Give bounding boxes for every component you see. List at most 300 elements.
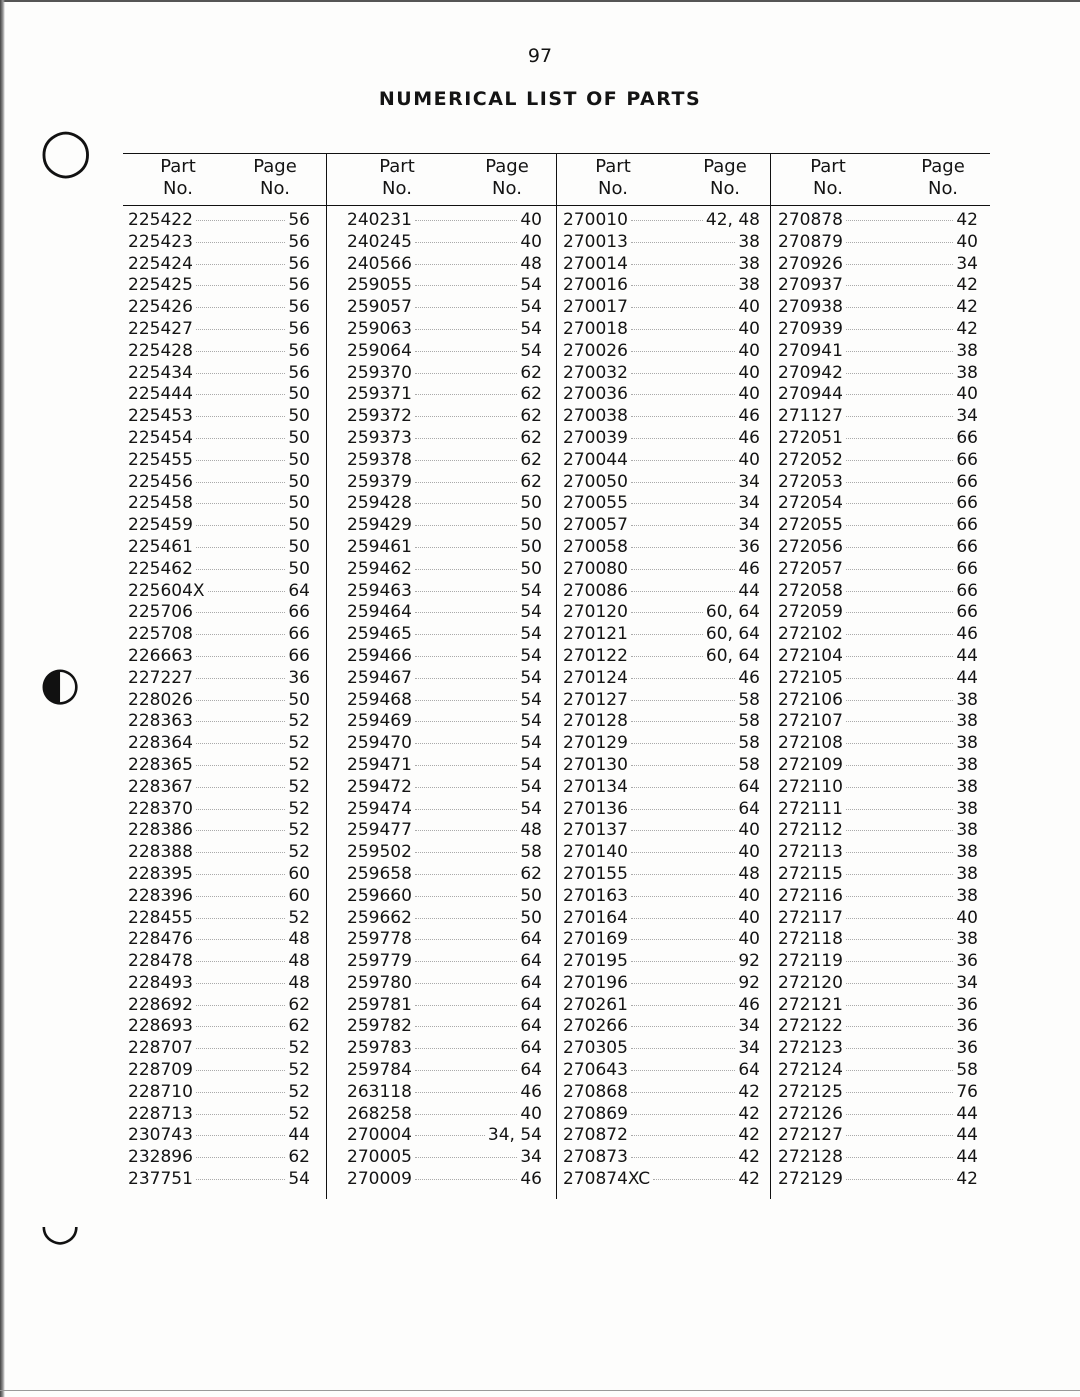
- part-number: 263118: [347, 1081, 412, 1102]
- part-number: 259780: [347, 972, 412, 993]
- part-row: [128, 624, 310, 646]
- part-row: [128, 1147, 310, 1169]
- part-number: 270039: [563, 427, 628, 448]
- parts-rows: [347, 206, 542, 1191]
- dot-leader: [846, 896, 953, 897]
- dot-leader: [631, 743, 735, 744]
- dot-leader: [415, 591, 517, 592]
- part-number: 272054: [778, 493, 843, 514]
- part-number: 259783: [347, 1038, 412, 1059]
- dot-leader: [196, 1157, 285, 1158]
- part-number: 228455: [128, 907, 193, 928]
- part-row: [347, 842, 542, 864]
- dot-leader: [631, 1026, 735, 1027]
- part-number: 272107: [778, 711, 843, 732]
- page-reference: 62: [288, 1147, 310, 1168]
- part-number: 270080: [563, 558, 628, 579]
- part-number: 270163: [563, 885, 628, 906]
- dot-leader: [415, 765, 517, 766]
- page-reference: 54: [520, 798, 542, 819]
- part-number: 270938: [778, 297, 843, 318]
- part-row: [778, 624, 978, 646]
- dot-leader: [415, 809, 517, 810]
- part-number: 270120: [563, 602, 628, 623]
- dot-leader: [196, 612, 285, 613]
- part-number: 270014: [563, 253, 628, 274]
- page-reference: 52: [288, 820, 310, 841]
- part-number: 270017: [563, 297, 628, 318]
- part-number: 259464: [347, 602, 412, 623]
- dot-leader: [846, 242, 953, 243]
- page-reference: 56: [288, 362, 310, 383]
- part-number: 225604X: [128, 580, 205, 601]
- dot-leader: [631, 547, 735, 548]
- part-row: [563, 428, 760, 450]
- dot-leader: [631, 612, 703, 613]
- part-number: 270643: [563, 1060, 628, 1081]
- binder-hole-bottom-icon: ◡: [40, 1196, 81, 1250]
- part-row: [563, 254, 760, 276]
- page-reference: 66: [956, 558, 978, 579]
- part-number: 228396: [128, 885, 193, 906]
- binder-hole-middle-icon: ◐: [40, 656, 81, 710]
- part-number: 270013: [563, 231, 628, 252]
- part-number: 270266: [563, 1016, 628, 1037]
- part-number: 228713: [128, 1103, 193, 1124]
- part-row: [563, 624, 760, 646]
- dot-leader: [196, 809, 285, 810]
- dot-leader: [196, 351, 285, 352]
- dot-leader: [415, 874, 517, 875]
- part-no-header: Part No.: [160, 156, 196, 199]
- part-number: 225706: [128, 602, 193, 623]
- part-row: [778, 820, 978, 842]
- part-row: [347, 733, 542, 755]
- dot-leader: [631, 852, 735, 853]
- page-reference: 50: [520, 885, 542, 906]
- part-number: 270261: [563, 994, 628, 1015]
- part-number: 272112: [778, 820, 843, 841]
- part-number: 225427: [128, 318, 193, 339]
- part-number: 270026: [563, 340, 628, 361]
- dot-leader: [631, 460, 735, 461]
- page-reference: 40: [738, 929, 760, 950]
- part-row: [563, 908, 760, 930]
- part-number: 225455: [128, 449, 193, 470]
- page-reference: 38: [738, 231, 760, 252]
- parts-column-4: [778, 154, 978, 1191]
- part-number: 228476: [128, 929, 193, 950]
- part-row: [778, 777, 978, 799]
- part-row: [128, 1082, 310, 1104]
- dot-leader: [196, 220, 285, 221]
- page-reference: 58: [738, 754, 760, 775]
- dot-leader: [415, 918, 517, 919]
- part-number: 270055: [563, 493, 628, 514]
- page-reference: 58: [738, 711, 760, 732]
- part-row: [778, 363, 978, 385]
- part-number: 270122: [563, 645, 628, 666]
- part-row: [128, 275, 310, 297]
- page-reference: 50: [288, 536, 310, 557]
- part-row: [778, 864, 978, 886]
- part-number: 270937: [778, 275, 843, 296]
- page-reference: 38: [956, 842, 978, 863]
- page-reference: 54: [520, 602, 542, 623]
- part-row: [563, 1082, 760, 1104]
- dot-leader: [196, 1179, 285, 1180]
- page-reference: 46: [738, 994, 760, 1015]
- part-row: [128, 319, 310, 341]
- part-row: [128, 602, 310, 624]
- part-row: [563, 210, 760, 232]
- part-row: [563, 711, 760, 733]
- part-row: [563, 820, 760, 842]
- part-number: 272105: [778, 667, 843, 688]
- part-row: [347, 1016, 542, 1038]
- part-row: [347, 472, 542, 494]
- dot-leader: [631, 351, 735, 352]
- part-number: 272053: [778, 471, 843, 492]
- page-reference: 52: [288, 907, 310, 928]
- dot-leader: [415, 482, 517, 483]
- page-reference: 64: [520, 972, 542, 993]
- dot-leader: [196, 307, 285, 308]
- part-row: [778, 929, 978, 951]
- dot-leader: [846, 394, 953, 395]
- dot-leader: [631, 765, 735, 766]
- part-row: [128, 232, 310, 254]
- dot-leader: [196, 264, 285, 265]
- dot-leader: [415, 307, 517, 308]
- part-row: [778, 1038, 978, 1060]
- part-number: 240231: [347, 210, 412, 230]
- part-row: [778, 1125, 978, 1147]
- part-number: 270169: [563, 929, 628, 950]
- page-reference: 50: [520, 536, 542, 557]
- page-reference: 66: [288, 624, 310, 645]
- dot-leader: [846, 1157, 953, 1158]
- dot-leader: [631, 242, 735, 243]
- page-reference: 44: [956, 1125, 978, 1146]
- part-row: [347, 559, 542, 581]
- parts-column-1: [128, 154, 310, 1191]
- part-number: 270941: [778, 340, 843, 361]
- part-number: 272108: [778, 733, 843, 754]
- part-number: 259477: [347, 820, 412, 841]
- part-number: 270305: [563, 1038, 628, 1059]
- part-row: [778, 428, 978, 450]
- page-reference: 52: [288, 1060, 310, 1081]
- part-number: 272055: [778, 515, 843, 536]
- part-number: 259463: [347, 580, 412, 601]
- dot-leader: [196, 1005, 285, 1006]
- part-row: [128, 472, 310, 494]
- page-reference: 52: [288, 1038, 310, 1059]
- dot-leader: [631, 264, 735, 265]
- dot-leader: [631, 918, 735, 919]
- page-no-header: Page No.: [921, 156, 965, 199]
- part-row: [128, 799, 310, 821]
- part-number: 228395: [128, 863, 193, 884]
- dot-leader: [196, 787, 285, 788]
- part-row: [347, 755, 542, 777]
- part-row: [778, 254, 978, 276]
- dot-leader: [415, 939, 517, 940]
- dot-leader: [415, 1157, 517, 1158]
- dot-leader: [846, 787, 953, 788]
- part-number: 270874XC: [563, 1169, 651, 1190]
- part-number: 259660: [347, 885, 412, 906]
- page-reference: 54: [520, 754, 542, 775]
- part-number: 272102: [778, 624, 843, 645]
- page-reference: 64: [520, 994, 542, 1015]
- dot-leader: [196, 874, 285, 875]
- page-reference: 38: [956, 820, 978, 841]
- page-reference: 40: [956, 384, 978, 405]
- part-row: [778, 384, 978, 406]
- dot-leader: [415, 1070, 517, 1071]
- part-row: [347, 1082, 542, 1104]
- part-row: [563, 515, 760, 537]
- part-number: 272056: [778, 536, 843, 557]
- page-reference: 54: [520, 645, 542, 666]
- part-number: 259658: [347, 863, 412, 884]
- dot-leader: [415, 896, 517, 897]
- dot-leader: [846, 918, 953, 919]
- page-reference: 66: [288, 602, 310, 623]
- part-row: [563, 690, 760, 712]
- part-number: 228026: [128, 689, 193, 710]
- dot-leader: [631, 700, 735, 701]
- page-reference: 34, 54: [487, 1125, 542, 1146]
- part-row: [563, 1169, 760, 1191]
- part-row: [128, 559, 310, 581]
- part-number: 270121: [563, 624, 628, 645]
- dot-leader: [846, 264, 953, 265]
- page-reference: 48: [738, 863, 760, 884]
- part-row: [347, 275, 542, 297]
- part-number: 225462: [128, 558, 193, 579]
- part-row: [563, 406, 760, 428]
- page-reference: 42: [738, 1169, 760, 1190]
- part-row: [778, 799, 978, 821]
- page-reference: 44: [738, 580, 760, 601]
- part-row: [128, 929, 310, 951]
- dot-leader: [415, 961, 517, 962]
- dot-leader: [846, 307, 953, 308]
- page-reference: 60, 64: [705, 602, 760, 623]
- column-header: [778, 154, 978, 206]
- dot-leader: [196, 1048, 285, 1049]
- page-reference: 42: [738, 1103, 760, 1124]
- page-reference: 44: [956, 645, 978, 666]
- dot-leader: [415, 787, 517, 788]
- dot-leader: [846, 983, 953, 984]
- part-number: 272106: [778, 689, 843, 710]
- part-row: [128, 951, 310, 973]
- dot-leader: [415, 242, 517, 243]
- part-row: [563, 1016, 760, 1038]
- part-number: 272124: [778, 1060, 843, 1081]
- page-reference: 66: [956, 427, 978, 448]
- dot-leader: [846, 1048, 953, 1049]
- part-row: [778, 493, 978, 515]
- page-reference: 42: [956, 318, 978, 339]
- scan-left-edge: [0, 0, 5, 1397]
- page-reference: 46: [738, 558, 760, 579]
- page-reference: 60: [288, 885, 310, 906]
- dot-leader: [196, 918, 285, 919]
- binder-hole-top-icon: ◯: [40, 124, 92, 178]
- part-row: [563, 777, 760, 799]
- dot-leader: [846, 939, 953, 940]
- page-reference: 48: [288, 972, 310, 993]
- column-divider-2: [556, 154, 557, 1199]
- part-row: [778, 275, 978, 297]
- dot-leader: [631, 285, 735, 286]
- page-reference: 42: [956, 275, 978, 296]
- part-row: [128, 1169, 310, 1191]
- page-reference: 60: [288, 863, 310, 884]
- page-reference: 54: [520, 275, 542, 296]
- part-number: 225458: [128, 493, 193, 514]
- page-reference: 54: [520, 297, 542, 318]
- page-reference: 62: [520, 449, 542, 470]
- part-row: [778, 1169, 978, 1191]
- dot-leader: [631, 394, 735, 395]
- part-row: [128, 341, 310, 363]
- page-reference: 48: [288, 929, 310, 950]
- dot-leader: [631, 656, 703, 657]
- page-reference: 50: [288, 689, 310, 710]
- part-number: 259055: [347, 275, 412, 296]
- dot-leader: [415, 743, 517, 744]
- part-row: [347, 319, 542, 341]
- part-number: 259784: [347, 1060, 412, 1081]
- dot-leader: [846, 743, 953, 744]
- page-reference: 64: [738, 798, 760, 819]
- part-number: 225459: [128, 515, 193, 536]
- part-number: 272052: [778, 449, 843, 470]
- part-number: 270129: [563, 733, 628, 754]
- page-reference: 46: [520, 1081, 542, 1102]
- page-reference: 38: [956, 863, 978, 884]
- column-divider-3: [770, 154, 771, 1199]
- parts-column-2: [347, 154, 542, 1191]
- page-reference: 34: [738, 515, 760, 536]
- part-number: 270878: [778, 210, 843, 230]
- part-row: [563, 951, 760, 973]
- dot-leader: [846, 1070, 953, 1071]
- part-number: 227227: [128, 667, 193, 688]
- part-number: 270032: [563, 362, 628, 383]
- part-number: 272123: [778, 1038, 843, 1059]
- dot-leader: [846, 547, 953, 548]
- part-number: 240245: [347, 231, 412, 252]
- part-row: [128, 581, 310, 603]
- part-row: [128, 755, 310, 777]
- page-reference: 34: [520, 1147, 542, 1168]
- page-reference: 38: [956, 362, 978, 383]
- part-number: 232896: [128, 1147, 193, 1168]
- part-number: 270872: [563, 1125, 628, 1146]
- page-reference: 38: [956, 776, 978, 797]
- dot-leader: [631, 220, 703, 221]
- dot-leader: [196, 852, 285, 853]
- dot-leader: [196, 373, 285, 374]
- part-number: 259378: [347, 449, 412, 470]
- page-reference: 66: [956, 580, 978, 601]
- dot-leader: [846, 1026, 953, 1027]
- dot-leader: [415, 438, 517, 439]
- part-number: 225422: [128, 210, 193, 230]
- part-row: [563, 1125, 760, 1147]
- part-row: [128, 537, 310, 559]
- part-row: [778, 886, 978, 908]
- part-row: [347, 929, 542, 951]
- page-reference: 48: [288, 951, 310, 972]
- part-number: 272118: [778, 929, 843, 950]
- page-reference: 48: [520, 820, 542, 841]
- part-row: [128, 646, 310, 668]
- page-reference: 40: [738, 820, 760, 841]
- page-reference: 52: [288, 733, 310, 754]
- page-reference: 40: [956, 231, 978, 252]
- dot-leader: [846, 830, 953, 831]
- part-row: [347, 711, 542, 733]
- dot-leader: [846, 569, 953, 570]
- part-number: 259467: [347, 667, 412, 688]
- page-reference: 64: [520, 951, 542, 972]
- page-reference: 52: [288, 1081, 310, 1102]
- part-number: 270036: [563, 384, 628, 405]
- dot-leader: [415, 1114, 517, 1115]
- page-reference: 58: [738, 689, 760, 710]
- page-reference: 34: [956, 253, 978, 274]
- part-row: [128, 733, 310, 755]
- part-row: [563, 755, 760, 777]
- part-number: 270136: [563, 798, 628, 819]
- page-reference: 34: [956, 972, 978, 993]
- page-reference: 54: [288, 1169, 310, 1190]
- part-number: 270140: [563, 842, 628, 863]
- page-reference: 64: [520, 1038, 542, 1059]
- part-row: [128, 820, 310, 842]
- part-row: [128, 711, 310, 733]
- dot-leader: [631, 961, 735, 962]
- part-number: 228365: [128, 754, 193, 775]
- part-number: 270057: [563, 515, 628, 536]
- dot-leader: [631, 809, 735, 810]
- part-row: [128, 1125, 310, 1147]
- page-reference: 66: [956, 471, 978, 492]
- part-row: [778, 297, 978, 319]
- part-number: 270137: [563, 820, 628, 841]
- page-reference: 64: [520, 929, 542, 950]
- part-number: 259782: [347, 1016, 412, 1037]
- dot-leader: [631, 525, 735, 526]
- part-row: [128, 384, 310, 406]
- part-row: [347, 951, 542, 973]
- dot-leader: [846, 1179, 953, 1180]
- page-reference: 36: [956, 994, 978, 1015]
- part-number: 228364: [128, 733, 193, 754]
- part-row: [347, 537, 542, 559]
- part-row: [128, 842, 310, 864]
- part-row: [347, 581, 542, 603]
- page-reference: 46: [738, 427, 760, 448]
